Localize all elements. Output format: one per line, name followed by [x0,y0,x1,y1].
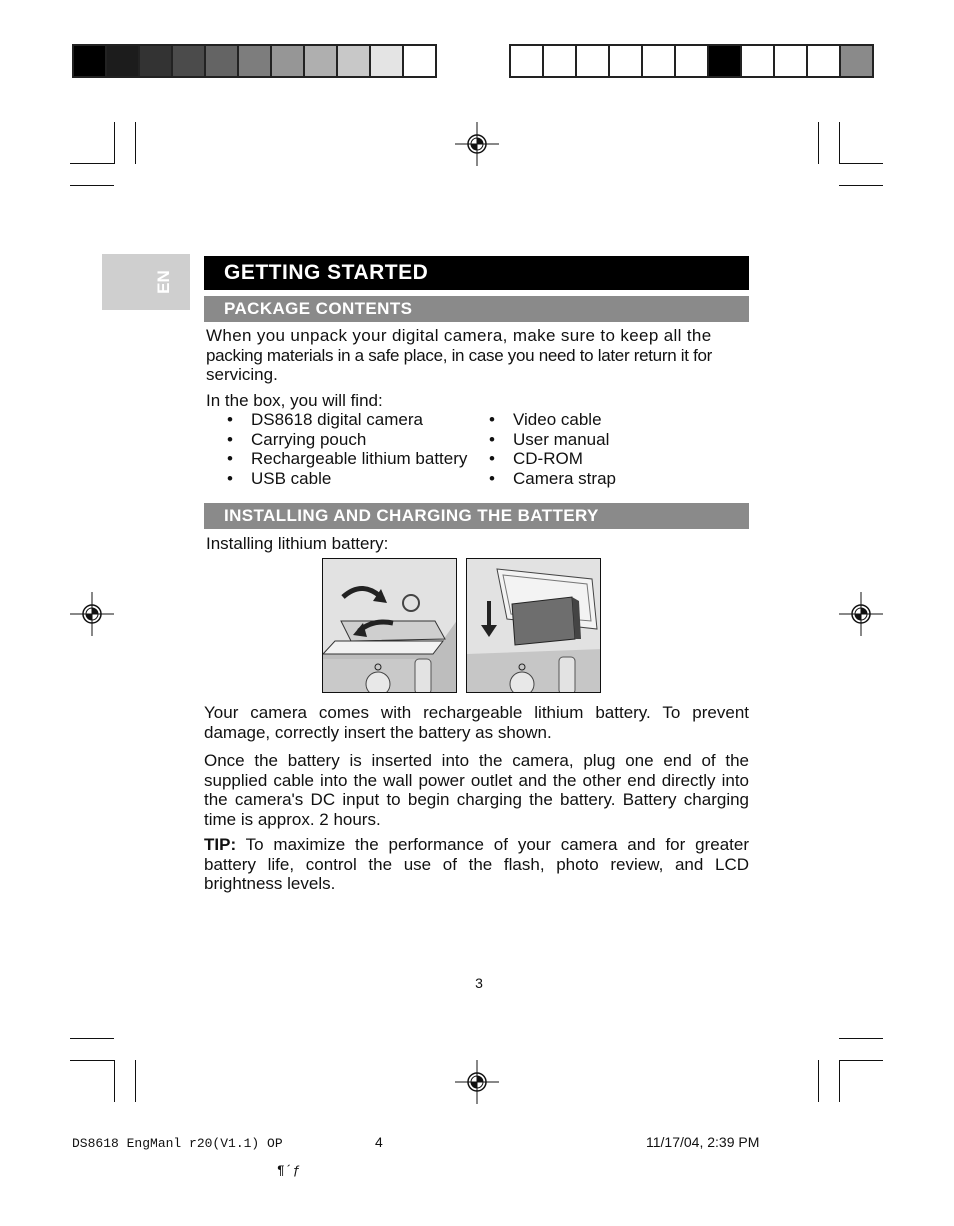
gray-swatch [107,46,138,76]
list-item: • Video cable [489,410,616,430]
process-swatch [577,46,608,76]
list-item: • User manual [489,430,616,450]
crop-mark [818,1060,819,1102]
registration-mark-icon [839,592,883,636]
tip-paragraph [204,835,749,894]
footer-page: 4 [375,1134,383,1150]
list-item: • DS8618 digital camera [227,410,467,430]
section-heading-package-contents: PACKAGE CONTENTS [204,296,749,322]
gray-swatch [140,46,171,76]
process-swatch [643,46,674,76]
gray-swatch [239,46,270,76]
crop-mark [818,122,819,164]
crop-mark [839,122,840,164]
footer-file-name: DS8618 EngManl r20(V1.1) OP [72,1136,283,1151]
process-color-bar [509,44,874,78]
battery-cover-illustration [322,558,457,693]
crop-mark [839,163,883,164]
box-intro: In the box, you will find: [206,391,383,410]
page-title: GETTING STARTED [204,256,749,290]
contents-list-right [489,410,616,488]
process-swatch [841,46,872,76]
crop-mark [839,185,883,186]
process-swatch [511,46,542,76]
gray-swatch [371,46,402,76]
gray-swatch [338,46,369,76]
process-swatch [775,46,806,76]
grayscale-color-bar [72,44,437,78]
crop-mark [135,1060,136,1102]
camera-insert-battery-icon [467,559,601,693]
section-heading-installing-battery: INSTALLING AND CHARGING THE BATTERY [204,503,749,529]
registration-mark-icon [70,592,114,636]
list-item: • Rechargeable lithium battery [227,449,467,469]
battery-caption: Installing lithium battery: [206,534,389,553]
gray-swatch [206,46,237,76]
gray-swatch [305,46,336,76]
crop-mark [70,1060,114,1061]
crop-mark [70,163,114,164]
footer-date: 11/17/04, 2:39 PM [646,1134,760,1150]
process-swatch [742,46,773,76]
gray-swatch [404,46,435,76]
footer-mark: ¶´ƒ [277,1163,301,1178]
package-intro-line: packing materials in a safe place, in case you need to later return it for [206,345,713,365]
page-number: 3 [475,975,483,991]
tip-label: TIP: [204,835,237,854]
crop-mark [70,1038,114,1039]
gray-swatch [272,46,303,76]
language-tab-label: EN [154,270,173,294]
crop-mark [114,1060,115,1102]
battery-paragraph-1: Your camera comes with rechargeable lithium battery. To prevent damage, correctly insert the battery as shown. [204,703,749,742]
list-item: • CD-ROM [489,449,616,469]
process-swatch [709,46,740,76]
package-intro [206,326,751,385]
camera-open-cover-icon [323,559,457,693]
crop-mark [839,1060,840,1102]
crop-mark [839,1060,883,1061]
battery-insert-illustration [466,558,601,693]
crop-mark [135,122,136,164]
process-swatch [610,46,641,76]
crop-mark [839,1038,883,1039]
language-tab [102,254,190,310]
gray-swatch [173,46,204,76]
crop-mark [114,122,115,164]
process-swatch [808,46,839,76]
contents-list-left [227,410,467,488]
list-item: • Camera strap [489,469,616,489]
tip-text: To maximize the performance of your camera and for greater battery life, control the use of the flash, photo review, and LCD brightness levels. [204,835,749,893]
process-swatch [676,46,707,76]
package-intro-line: When you unpack your digital camera, make sure to keep all the [206,326,712,345]
list-item: • USB cable [227,469,467,489]
registration-mark-icon [455,1060,499,1104]
battery-paragraph-2: Once the battery is inserted into the camera, plug one end of the supplied cable into the wall power outlet and the other end directly into the camera's DC input to begin charging the battery. Battery charging time is approx. 2 hours. [204,751,749,829]
crop-mark [70,185,114,186]
gray-swatch [74,46,105,76]
registration-mark-icon [455,122,499,166]
process-swatch [544,46,575,76]
list-item: • Carrying pouch [227,430,467,450]
package-intro-line: servicing. [206,365,278,384]
